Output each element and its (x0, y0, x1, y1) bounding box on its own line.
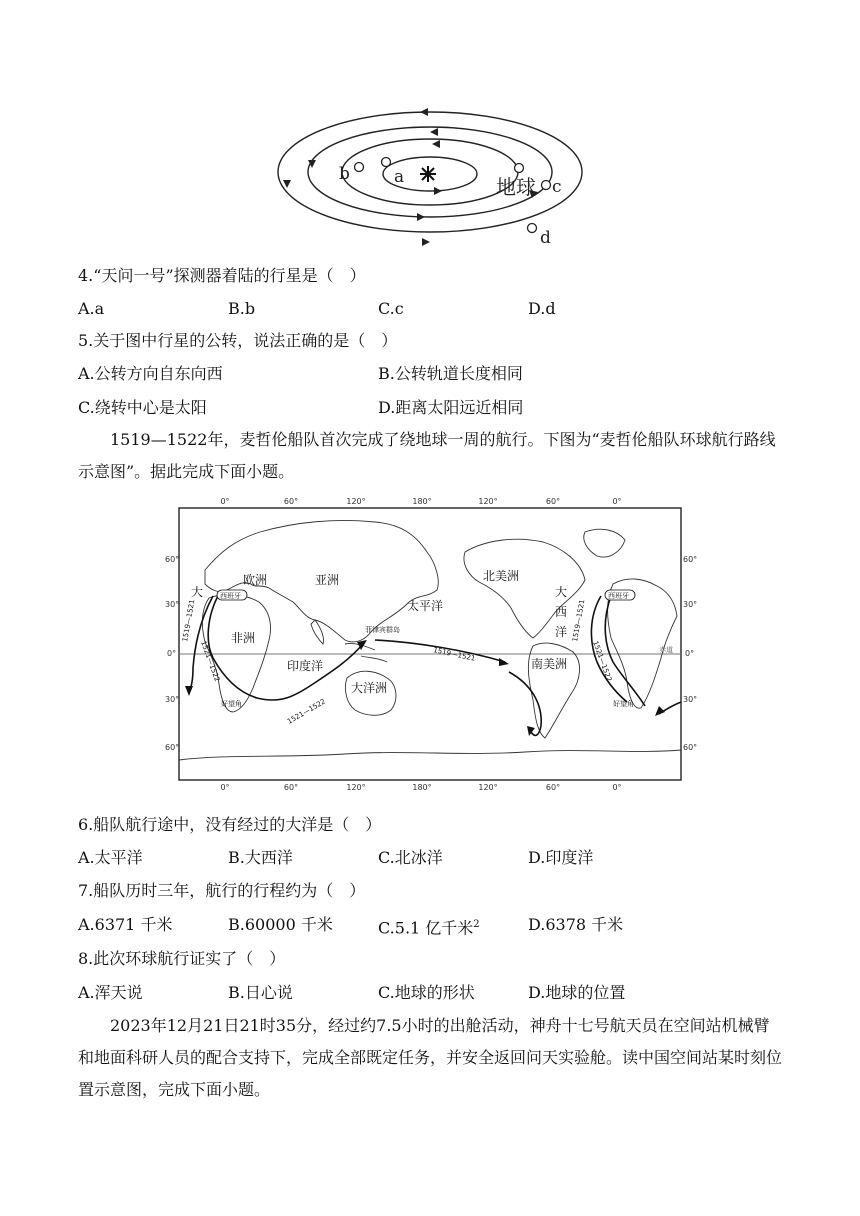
lat-tick-right-30s: 30° (683, 695, 698, 704)
lat-tick-left-30n: 30° (165, 600, 180, 609)
q8-option-c[interactable]: C.地球的形状 (378, 983, 475, 1002)
bottom-tick-1: 60° (283, 783, 299, 792)
lat-tick-left-0: 0° (167, 649, 177, 658)
route-year-e: 1519—1521 (571, 598, 587, 643)
lat-tick-left-60s: 60° (165, 743, 180, 752)
question-8-stem: 8.此次环球航行证实了（ ） (78, 949, 286, 968)
label-b: b (339, 164, 350, 184)
top-tick-3: 180° (412, 497, 432, 506)
q5-option-d[interactable]: D.距离太阳远近相同 (378, 398, 524, 417)
arrow-outer-bottom (422, 238, 430, 246)
sun-icon (420, 166, 436, 182)
route-year-d: 1521—1522 (286, 697, 327, 726)
q6-option-d[interactable]: D.印度洋 (528, 848, 594, 867)
q7-option-c-superscript: 2 (473, 919, 480, 930)
label-spain-right: 西班牙 (608, 592, 629, 600)
top-tick-5: 60° (545, 497, 561, 506)
q7-option-c-text: C.5.1 亿千米 (378, 918, 474, 938)
top-tick-2: 120° (346, 497, 366, 506)
question-7-stem: 7.船队历时三年，航行的行程约为（ ） (78, 881, 366, 900)
label-asia: 亚洲 (315, 573, 340, 587)
bottom-tick-0: 0° (220, 783, 230, 792)
q6-option-a[interactable]: A.太平洋 (78, 848, 143, 867)
arrow-3-top (430, 128, 438, 136)
passage-magellan: 1519—1522年，麦哲伦船队首次完成了绕地球一周的航行。下图为“麦哲伦船队环球航行路线示意图”。据此完成下面小题。 (78, 430, 776, 481)
q7-option-a[interactable]: A.6371 千米 (78, 915, 173, 934)
lat-tick-right-0: 0° (685, 649, 695, 658)
bottom-tick-4: 120° (478, 783, 498, 792)
label-earth: 地球 (496, 175, 536, 199)
label-c: c (552, 177, 562, 197)
q4-option-a[interactable]: A.a (78, 299, 105, 318)
q4-option-d[interactable]: D.d (528, 299, 556, 318)
label-cape-right: 好望角 (613, 700, 634, 708)
magellan-route-map (165, 492, 698, 792)
label-spain: 西班牙 (220, 592, 241, 600)
label-north-america: 北美洲 (483, 569, 520, 583)
lat-tick-right-30n: 30° (683, 600, 698, 609)
q8-option-d[interactable]: D.地球的位置 (528, 983, 626, 1002)
q5-option-b[interactable]: B.公转轨道长度相同 (378, 364, 523, 383)
magellan-map-figure (165, 492, 698, 792)
route-year-c: 1519—1521 (432, 646, 476, 663)
label-atlantic-right-3: 洋 (555, 625, 568, 639)
label-europe: 欧洲 (243, 573, 268, 587)
label-atlantic-right-1: 大 (555, 585, 568, 599)
top-tick-6: 0° (612, 497, 622, 506)
label-a: a (394, 167, 405, 187)
arrow-2-bottom (417, 213, 425, 221)
bottom-tick-6: 0° (612, 783, 622, 792)
arrow-left-outer (283, 180, 291, 188)
top-tick-4: 120° (478, 497, 498, 506)
planet-a (382, 158, 391, 167)
lat-tick-left-60n: 60° (165, 555, 180, 564)
q7-option-c[interactable] (378, 914, 480, 939)
q6-option-b[interactable]: B.大西洋 (228, 848, 293, 867)
bottom-tick-5: 60° (545, 783, 561, 792)
label-south-america: 南美洲 (531, 657, 568, 671)
question-5-stem: 5.关于图中行星的公转，说法正确的是（ ） (78, 331, 398, 350)
label-philippines: 菲律宾群岛 (365, 626, 400, 634)
label-africa: 非洲 (231, 631, 256, 645)
planet-c (542, 181, 551, 190)
q6-option-c[interactable]: C.北冰洋 (378, 848, 443, 867)
bottom-tick-3: 180° (412, 783, 432, 792)
bottom-tick-2: 120° (346, 783, 366, 792)
q5-option-a[interactable]: A.公转方向自东向西 (78, 364, 223, 383)
q4-option-c[interactable]: C.c (378, 299, 404, 318)
q7-option-d[interactable]: D.6378 千米 (528, 915, 624, 934)
planet-d (528, 224, 537, 233)
route-year-f: 1521—1522 (591, 639, 614, 683)
arrow-outer-top (420, 108, 428, 116)
label-atlantic-right-2: 西 (555, 605, 568, 619)
top-tick-0: 0° (220, 497, 230, 506)
label-oceania: 大洋洲 (351, 681, 388, 695)
arrow-inner-bottom (434, 187, 442, 195)
label-atlantic-left: 大 (191, 585, 204, 599)
passage-space-station: 2023年12月21日21时35分，经过约7.5小时的出舱活动，神舟十七号航天员在空间站机械臂和地面科研人员的配合支持下，完成全部既定任务，并安全返回问天实验舱。读中国空间站某时刻位置示意图，完成下面小题。 (78, 1016, 783, 1099)
arrow-2-top (432, 140, 440, 148)
lat-tick-right-60s: 60° (683, 743, 698, 752)
question-6-stem: 6.船队航行途中，没有经过的大洋是（ ） (78, 815, 382, 834)
orbit-diagram (270, 108, 600, 258)
label-d: d (540, 228, 551, 248)
lat-tick-left-30s: 30° (165, 695, 180, 704)
lat-tick-right-60n: 60° (683, 555, 698, 564)
label-pacific: 太平洋 (407, 599, 444, 613)
route-year-b: 1521—1522 (199, 639, 222, 683)
label-indian: 印度洋 (287, 659, 324, 673)
top-tick-1: 60° (283, 497, 299, 506)
q8-option-b[interactable]: B.日心说 (228, 983, 293, 1002)
label-equator: 赤道 (659, 646, 673, 654)
route-year-a: 1519—1521 (181, 598, 197, 643)
q5-option-c[interactable]: C.绕转中心是太阳 (78, 398, 207, 417)
question-4-stem: 4.“天问一号”探测器着陆的行星是（ ） (78, 266, 366, 285)
label-cape: 好望角 (221, 700, 242, 708)
planet-earth (515, 164, 524, 173)
q8-option-a[interactable]: A.浑天说 (78, 983, 143, 1002)
planet-b (355, 163, 364, 172)
q4-option-b[interactable]: B.b (228, 299, 256, 318)
q7-option-b[interactable]: B.60000 千米 (228, 915, 333, 934)
